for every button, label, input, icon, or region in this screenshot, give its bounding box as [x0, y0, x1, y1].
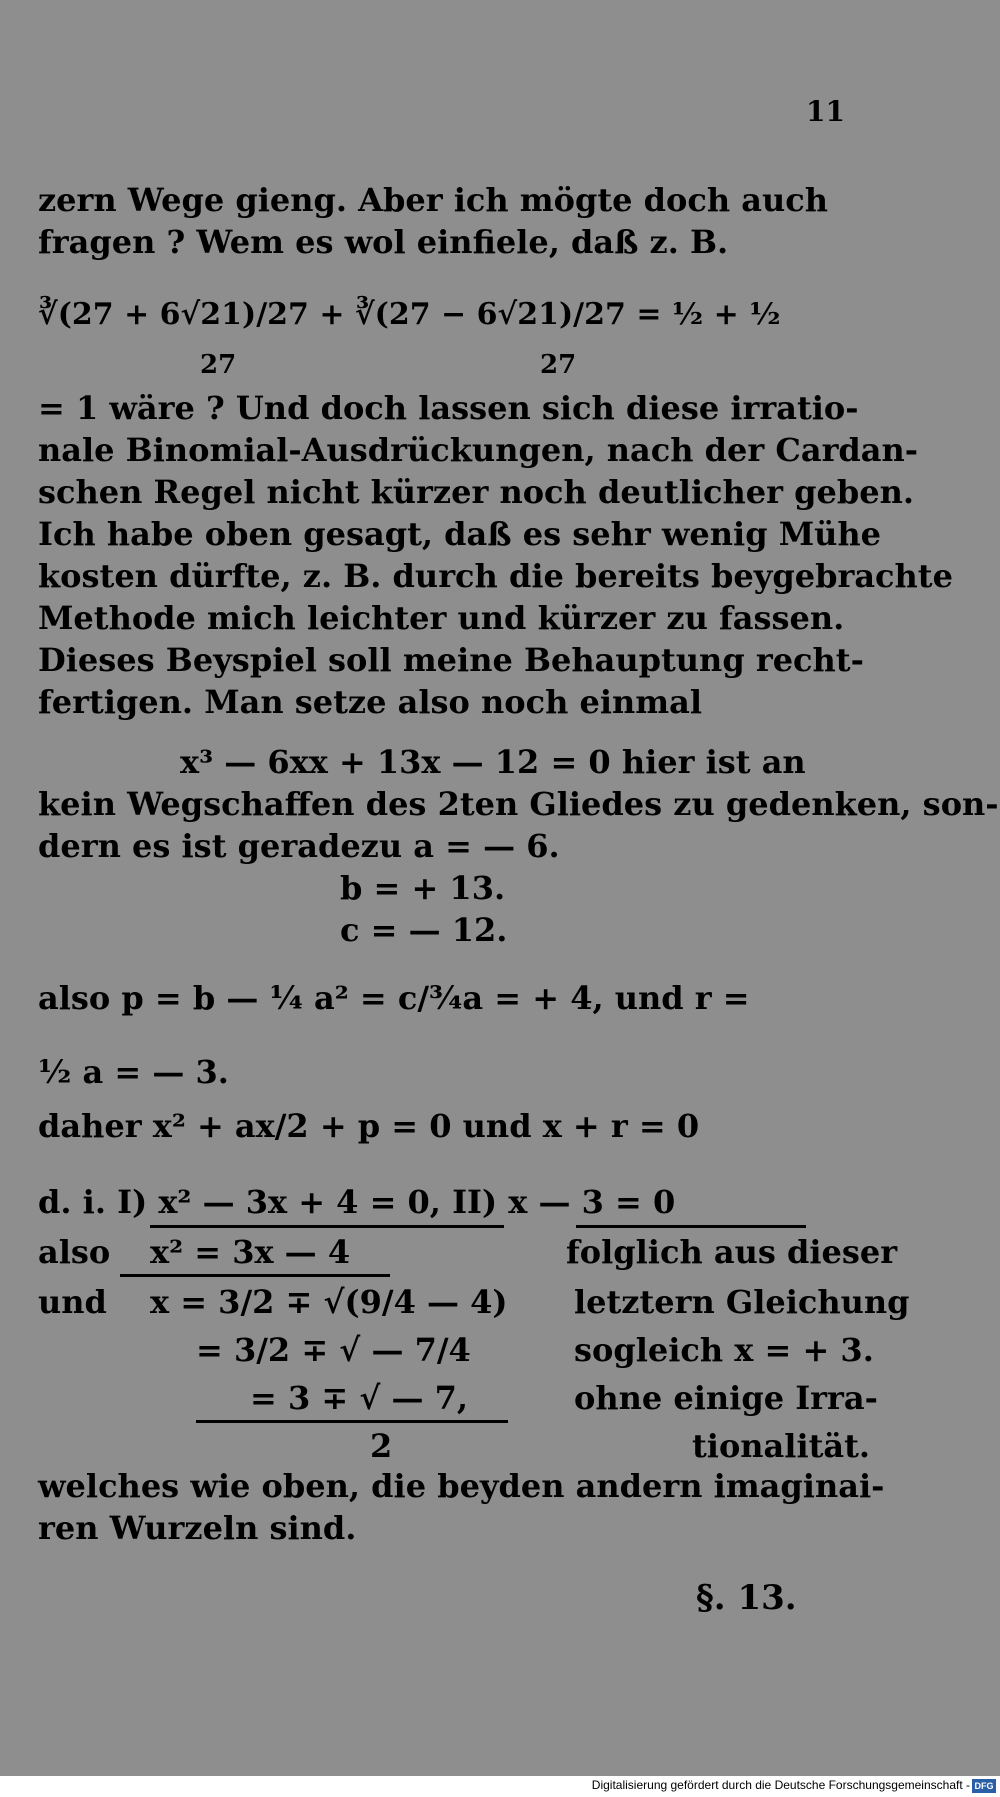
- dfg-logo-icon: DFG: [972, 1779, 996, 1793]
- formula-denominator-2: 27: [540, 350, 577, 380]
- underline-eq-1: [150, 1225, 504, 1228]
- text-line-8: Methode mich leichter und kürzer zu fassen.: [38, 599, 845, 637]
- step-4: = 3 ∓ √ — 7,: [250, 1379, 469, 1417]
- text-line-9: Dieses Beyspiel soll meine Behauptung recht-: [38, 641, 864, 679]
- note-4: ohne einige Irra-: [574, 1379, 878, 1417]
- text-line-13: dern es ist geradezu a = — 6.: [38, 827, 560, 865]
- label-also: also: [38, 1233, 111, 1271]
- coefficient-c: c = — 12.: [340, 911, 508, 949]
- text-line-7: kosten dürfte, z. B. durch die bereits beygebrachte: [38, 557, 953, 595]
- text-line-12: kein Wegschaffen des 2ten Gliedes zu gedenken, son-: [38, 785, 999, 823]
- text-line-3: = 1 wäre ? Und doch lassen sich diese irratio-: [38, 389, 859, 427]
- text-line-1: zern Wege gieng. Aber ich mögte doch auch: [38, 181, 828, 219]
- note-1: folglich aus dieser: [566, 1233, 898, 1271]
- coefficient-b: b = + 13.: [340, 869, 506, 907]
- text-line-10: fertigen. Man setze also noch einmal: [38, 683, 703, 721]
- text-line-25: welches wie oben, die beyden andern imaginai-: [38, 1467, 885, 1505]
- step-1: x² = 3x — 4: [150, 1233, 351, 1271]
- underline-eq-2: [576, 1225, 806, 1228]
- text-line-6: Ich habe oben gesagt, daß es sehr wenig Mühe: [38, 515, 882, 553]
- equation-cubic: x³ — 6xx + 13x — 12 = 0 hier ist an: [180, 743, 806, 781]
- step-3: = 3/2 ∓ √ — 7/4: [196, 1331, 471, 1369]
- note-2: letztern Gleichung: [574, 1283, 910, 1321]
- text-line-2: fragen ? Wem es wol einfiele, daß z. B.: [38, 223, 729, 261]
- formula-denominator-1: 27: [200, 350, 237, 380]
- note-3: sogleich x = + 3.: [574, 1331, 874, 1369]
- fraction-bar: [196, 1420, 508, 1423]
- step-2: x = 3/2 ∓ √(9/4 — 4): [150, 1283, 508, 1321]
- page-number: 11: [806, 95, 845, 128]
- text-line-19: d. i. I) x² — 3x + 4 = 0, II) x — 3 = 0: [38, 1183, 676, 1221]
- text-line-17: ½ a = — 3.: [38, 1053, 229, 1091]
- text-line-5: schen Regel nicht kürzer noch deutlicher geben.: [38, 473, 915, 511]
- text-line-18: daher x² + ax/2 + p = 0 und x + r = 0: [38, 1107, 700, 1145]
- text-line-4: nale Binomial-Ausdrückungen, nach der Cardan-: [38, 431, 919, 469]
- text-line-26: ren Wurzeln sind.: [38, 1509, 357, 1547]
- step-4-denominator: 2: [370, 1427, 393, 1465]
- label-und: und: [38, 1283, 107, 1321]
- underline-step-1: [120, 1274, 390, 1277]
- footer-text: Digitalisierung gefördert durch die Deutsche Forschungsgemeinschaft -: [591, 1778, 970, 1792]
- footer-bar: [0, 1776, 1000, 1797]
- section-marker: §. 13.: [696, 1578, 797, 1618]
- text-line-16: also p = b — ¼ a² = c/¾a = + 4, und r =: [38, 979, 750, 1017]
- note-5: tionalität.: [692, 1427, 871, 1465]
- formula-cube-roots: ∛(27 + 6√21)/27 + ∛(27 − 6√21)/27 = ½ + ½: [38, 297, 781, 332]
